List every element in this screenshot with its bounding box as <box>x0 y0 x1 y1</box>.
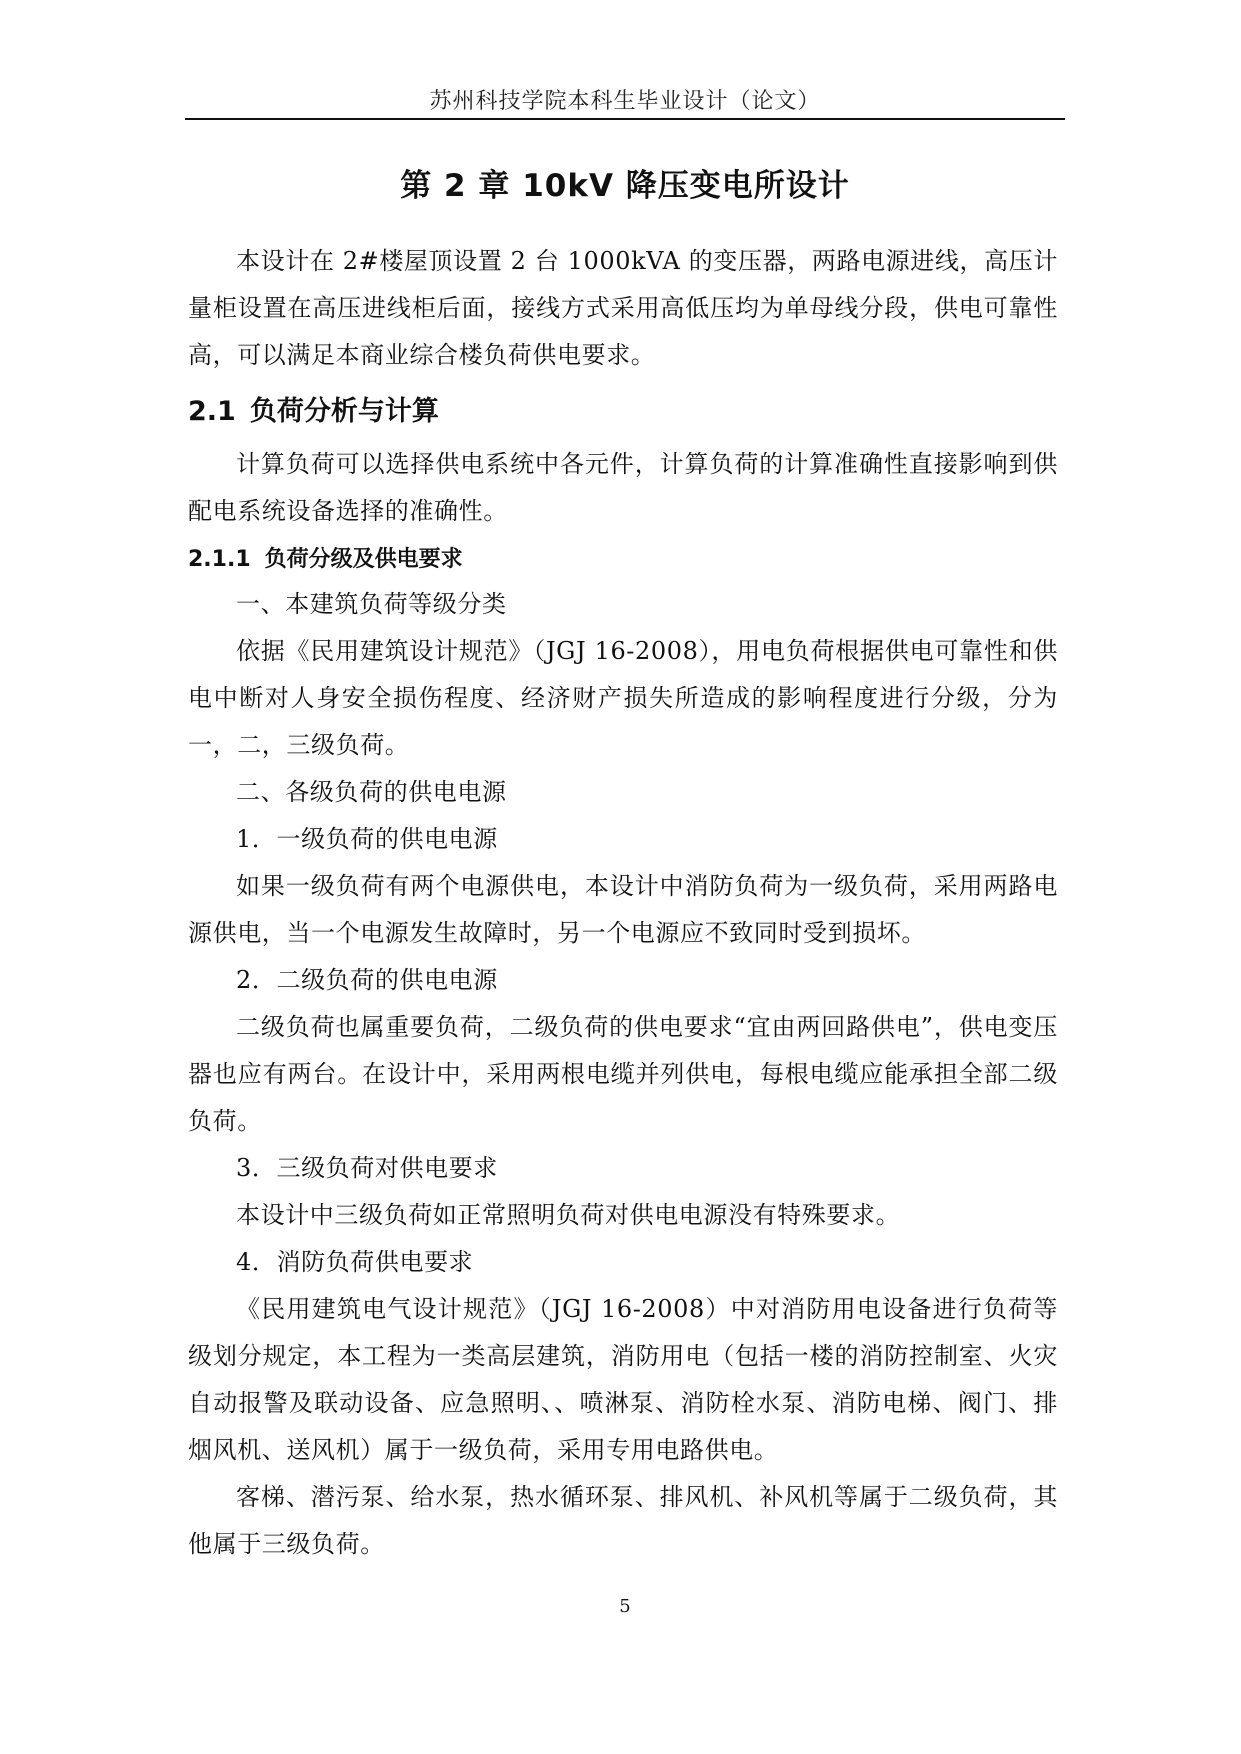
sub-item-3-title: 3．三级负荷对供电要求 <box>236 1154 498 1182</box>
intro-paragraph: 本设计在 2#楼屋顶设置 2 台 1000kVA 的变压器，两路电源进线，高压计量柜设置在高压进线柜后面，接线方式采用高低压均为单母线分段，供电可靠性高，可以满足本商业综合楼负荷供电要求。 <box>188 247 1058 369</box>
section-2-1-paragraph: 计算负荷可以选择供电系统中各元件，计算负荷的计算准确性直接影响到供配电系统设备选择的准确性。 <box>188 450 1058 525</box>
sub-item-1-title: 1．一级负荷的供电电源 <box>236 825 498 853</box>
section-heading-2-1 <box>188 387 1058 437</box>
section-title: 负荷分析与计算 <box>249 396 439 427</box>
list-heading-2: 二、各级负荷的供电电源 <box>236 778 507 806</box>
page-number: 5 <box>619 1596 631 1617</box>
sub-item-1-text: 如果一级负荷有两个电源供电，本设计中消防负荷为一级负荷，采用两路电源供电，当一个电源发生故障时，另一个电源应不致同时受到损坏。 <box>188 872 1058 947</box>
subsection-number: 2.1.1 <box>188 547 251 572</box>
sub-item-2-title: 2．二级负荷的供电电源 <box>236 966 498 994</box>
section-number: 2.1 <box>188 396 236 427</box>
header-rule <box>185 118 1065 120</box>
load-classification-paragraph: 依据《民用建筑设计规范》（JGJ 16-2008），用电负荷根据供电可靠性和供电中断对人身安全损伤程度、经济财产损失所造成的影响程度进行分级，分为一，二，三级负荷。 <box>188 637 1058 759</box>
section-heading-2-1-1 <box>188 539 1058 581</box>
page-body <box>188 238 1058 1568</box>
sub-item-4-text-2: 客梯、潜污泵、给水泵，热水循环泵、排风机、补风机等属于二级负荷，其他属于三级负荷。 <box>188 1483 1058 1558</box>
list-heading-1: 一、本建筑负荷等级分类 <box>236 590 507 618</box>
running-header: 苏州科技学院本科生毕业设计（论文） <box>429 89 821 114</box>
chapter-title: 第 2 章 10kV 降压变电所设计 <box>400 168 850 204</box>
subsection-title: 负荷分级及供电要求 <box>264 547 463 572</box>
sub-item-2-text: 二级负荷也属重要负荷，二级负荷的供电要求“宜由两回路供电”，供电变压器也应有两台。在设计中，采用两根电缆并列供电，每根电缆应能承担全部二级负荷。 <box>188 1013 1058 1135</box>
sub-item-4-title: 4．消防负荷供电要求 <box>236 1248 474 1276</box>
sub-item-3-text: 本设计中三级负荷如正常照明负荷对供电电源没有特殊要求。 <box>236 1201 901 1229</box>
sub-item-4-text-1: 《民用建筑电气设计规范》（JGJ 16-2008）中对消防用电设备进行负荷等级划分规定，本工程为一类高层建筑，消防用电（包括一楼的消防控制室、火灾自动报警及联动设备、应急照明、、喷淋泵、消防栓水泵、消防电梯、阀门、排烟风机、送风机）属于一级负荷，采用专用电路供电。 <box>188 1295 1058 1464</box>
